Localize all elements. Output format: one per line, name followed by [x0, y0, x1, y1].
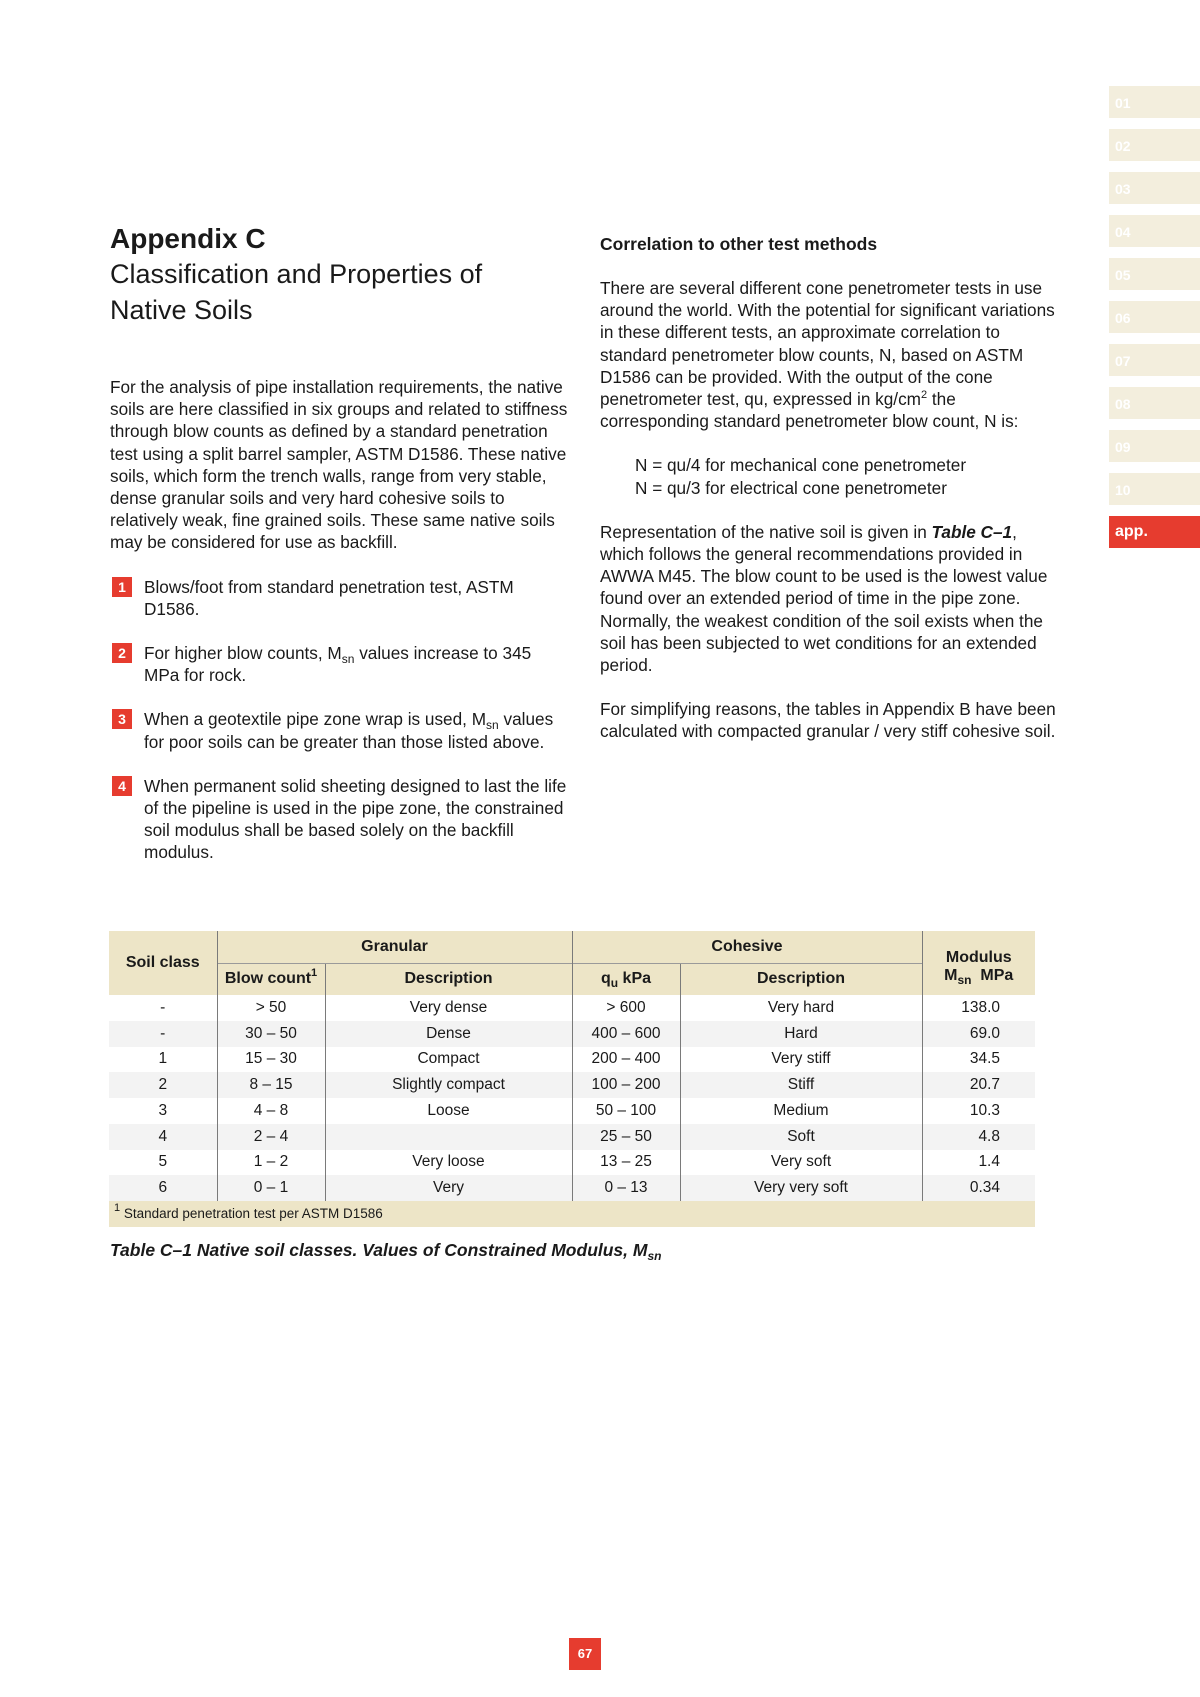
cell-modulus: 34.5 — [922, 1047, 1035, 1073]
note-text: For higher blow counts, M — [144, 643, 342, 664]
table-row — [109, 1150, 1035, 1176]
cell-cohesive-description: Hard — [680, 1021, 922, 1047]
header-text: kPa — [622, 970, 652, 988]
cell-blow-count: 0 – 1 — [217, 1175, 325, 1201]
cell-qu: 200 – 400 — [572, 1047, 680, 1073]
table-row — [109, 1175, 1035, 1201]
section-heading: Correlation to other test methods — [600, 234, 878, 254]
cell-modulus: 20.7 — [922, 1072, 1035, 1098]
chapter-tab[interactable]: 09 — [1109, 430, 1200, 462]
right-column — [600, 233, 1060, 743]
cell-soil-class: - — [109, 1021, 217, 1047]
cell-cohesive-description: Very stiff — [680, 1047, 922, 1073]
cell-granular-description: Compact — [325, 1047, 572, 1073]
cell-soil-class: 6 — [109, 1175, 217, 1201]
table-row — [109, 1021, 1035, 1047]
modulus-label: Modulus — [945, 949, 1012, 966]
chapter-tab[interactable]: 08 — [1109, 387, 1200, 419]
note-text: Blows/foot from standard penetration test, ASTM D1586. — [144, 576, 514, 619]
formula-electrical: N = qu/3 for electrical cone penetrometer — [635, 477, 947, 498]
cell-qu: 13 – 25 — [572, 1150, 680, 1176]
cell-qu: 100 – 200 — [572, 1072, 680, 1098]
cell-modulus: 138.0 — [922, 995, 1035, 1021]
table-footnote — [109, 1201, 1035, 1227]
table-row — [109, 995, 1035, 1021]
chapter-tabs — [1109, 86, 1200, 559]
subscript: sn — [486, 718, 499, 733]
footnote-text: Standard penetration test per ASTM D1586 — [120, 1206, 383, 1222]
note-number-badge: 2 — [112, 643, 132, 663]
cell-soil-class: 3 — [109, 1098, 217, 1124]
paragraph-text: There are several different cone penetrometer tests in use around the world. With the potential for significant variations in these different tests, an approximate correlation to standard penetrometer blow counts, N, based on ASTM D1586 can be provided. With the output of the cone penetrometer test, qu, expressed in kg/cm — [600, 278, 1055, 410]
cell-blow-count: 2 – 4 — [217, 1124, 325, 1150]
cell-cohesive-description: Very very soft — [680, 1175, 922, 1201]
table-row — [109, 1072, 1035, 1098]
note-text: values for poor soils can be greater than those listed above. — [144, 709, 554, 752]
chapter-tab[interactable]: 03 — [1109, 172, 1200, 204]
cell-modulus: 69.0 — [922, 1021, 1035, 1047]
caption-text: Table C–1 Native soil classes. Values of Constrained Modulus, M — [110, 1240, 648, 1260]
subscript: u — [610, 976, 619, 991]
cell-modulus: 4.8 — [922, 1124, 1035, 1150]
modulus-unit: MPa — [980, 967, 1014, 984]
cell-modulus: 1.4 — [922, 1150, 1035, 1176]
note-number-badge: 3 — [112, 709, 132, 729]
cell-qu: 50 – 100 — [572, 1098, 680, 1124]
formula-mechanical: N = qu/4 for mechanical cone penetrometer — [635, 455, 967, 476]
modulus-symbol — [923, 967, 1036, 985]
table-row — [109, 1098, 1035, 1124]
note-item — [110, 775, 570, 864]
chapter-tab[interactable]: 10 — [1109, 473, 1200, 505]
superscript: 2 — [921, 389, 928, 402]
chapter-tab[interactable]: 01 — [1109, 86, 1200, 118]
subscript: sn — [647, 1249, 662, 1263]
cell-blow-count: > 50 — [217, 995, 325, 1021]
cell-granular-description: Very dense — [325, 995, 572, 1021]
page-title: Classification and Properties of Native Soils — [110, 259, 483, 325]
header-text: q — [600, 970, 611, 988]
header-modulus — [922, 931, 1035, 995]
modulus-m: M — [944, 967, 958, 984]
representation-paragraph — [600, 521, 1060, 676]
subscript: sn — [341, 652, 355, 667]
header-soil-class: Soil class — [109, 931, 217, 995]
cell-qu: 0 – 13 — [572, 1175, 680, 1201]
header-description-cohesive: Description — [680, 963, 922, 995]
simplifying-paragraph: For simplifying reasons, the tables in Appendix B have been calculated with compacted granular / very stiff cohesive soil. — [600, 699, 1056, 742]
note-number-badge: 4 — [112, 776, 132, 796]
cell-granular-description — [325, 1124, 572, 1150]
header-cohesive: Cohesive — [572, 931, 922, 963]
chapter-tab[interactable]: 02 — [1109, 129, 1200, 161]
note-number-badge: 1 — [112, 577, 132, 597]
cell-granular-description: Slightly compact — [325, 1072, 572, 1098]
chapter-tab[interactable]: 04 — [1109, 215, 1200, 247]
cell-granular-description: Very — [325, 1175, 572, 1201]
header-description-granular: Description — [325, 963, 572, 995]
cell-cohesive-description: Very soft — [680, 1150, 922, 1176]
table-reference-link[interactable]: Table C–1 — [931, 521, 1013, 542]
soil-classes-table — [109, 931, 1035, 1227]
cell-qu: 25 – 50 — [572, 1124, 680, 1150]
table-caption — [110, 1240, 661, 1261]
cell-cohesive-description: Stiff — [680, 1072, 922, 1098]
paragraph-text: Representation of the native soil is given in — [600, 521, 932, 542]
cell-blow-count: 30 – 50 — [217, 1021, 325, 1047]
cell-granular-description: Very loose — [325, 1150, 572, 1176]
note-text: values increase to 345 MPa for rock. — [144, 643, 532, 686]
note-item — [110, 642, 570, 686]
appendix-label: Appendix C — [110, 223, 266, 254]
chapter-tab[interactable]: 05 — [1109, 258, 1200, 290]
cell-soil-class: 1 — [109, 1047, 217, 1073]
cell-qu: 400 – 600 — [572, 1021, 680, 1047]
chapter-tab-appendix[interactable]: app. — [1109, 516, 1200, 548]
correlation-paragraph — [600, 277, 1060, 432]
note-text: When permanent solid sheeting designed to last the life of the pipeline is used in the pipe zone, the constrained soil modulus shall be based solely on the backfill modulus. — [144, 775, 567, 863]
notes-list — [110, 576, 570, 864]
cell-soil-class: 4 — [109, 1124, 217, 1150]
table-row — [109, 1047, 1035, 1073]
cell-cohesive-description: Soft — [680, 1124, 922, 1150]
intro-paragraph: For the analysis of pipe installation requirements, the native soils are here classified in six groups and related to stiffness through blow counts as defined by a standard penetration test using a split barrel sampler, ASTM D1586. These native soils, which form the trench walls, range from very stable, dense granular soils and very hard cohesive soils to relatively weak, fine grained soils. These same native soils may be considered for use as backfill. — [110, 377, 568, 553]
header-blow-count — [217, 963, 325, 995]
cell-soil-class: - — [109, 995, 217, 1021]
note-item — [110, 576, 570, 620]
header-granular: Granular — [217, 931, 572, 963]
chapter-tab[interactable]: 06 — [1109, 301, 1200, 333]
cell-blow-count: 1 – 2 — [217, 1150, 325, 1176]
cell-blow-count: 4 – 8 — [217, 1098, 325, 1124]
subscript: sn — [957, 973, 972, 987]
superscript: 1 — [114, 1202, 121, 1215]
note-text: When a geotextile pipe zone wrap is used, M — [144, 709, 487, 730]
header-qu — [572, 963, 680, 995]
left-column — [110, 222, 570, 886]
page-number: 67 — [569, 1638, 601, 1670]
cell-cohesive-description: Very hard — [680, 995, 922, 1021]
cell-qu: > 600 — [572, 995, 680, 1021]
cell-granular-description: Dense — [325, 1021, 572, 1047]
cell-soil-class: 2 — [109, 1072, 217, 1098]
cell-blow-count: 15 – 30 — [217, 1047, 325, 1073]
note-item — [110, 708, 570, 752]
cell-granular-description: Loose — [325, 1098, 572, 1124]
superscript: 1 — [311, 967, 318, 980]
cell-cohesive-description: Medium — [680, 1098, 922, 1124]
paragraph-text: , which follows the general recommendations provided in AWWA M45. The blow count to be used is the lowest value found over an extended period of time in the pipe zone. Normally, the weakest condition of the soil exists when the soil has been subjected to wet conditions for an extended period. — [600, 521, 1048, 676]
cell-modulus: 10.3 — [922, 1098, 1035, 1124]
chapter-tab[interactable]: 07 — [1109, 344, 1200, 376]
cell-modulus: 0.34 — [922, 1175, 1035, 1201]
paragraph-text: the corresponding standard penetrometer blow count, N is: — [600, 389, 1019, 432]
cell-soil-class: 5 — [109, 1150, 217, 1176]
table-footnote-row — [109, 1201, 1035, 1227]
table-row — [109, 1124, 1035, 1150]
cell-blow-count: 8 – 15 — [217, 1072, 325, 1098]
header-text: Blow count — [224, 970, 312, 988]
